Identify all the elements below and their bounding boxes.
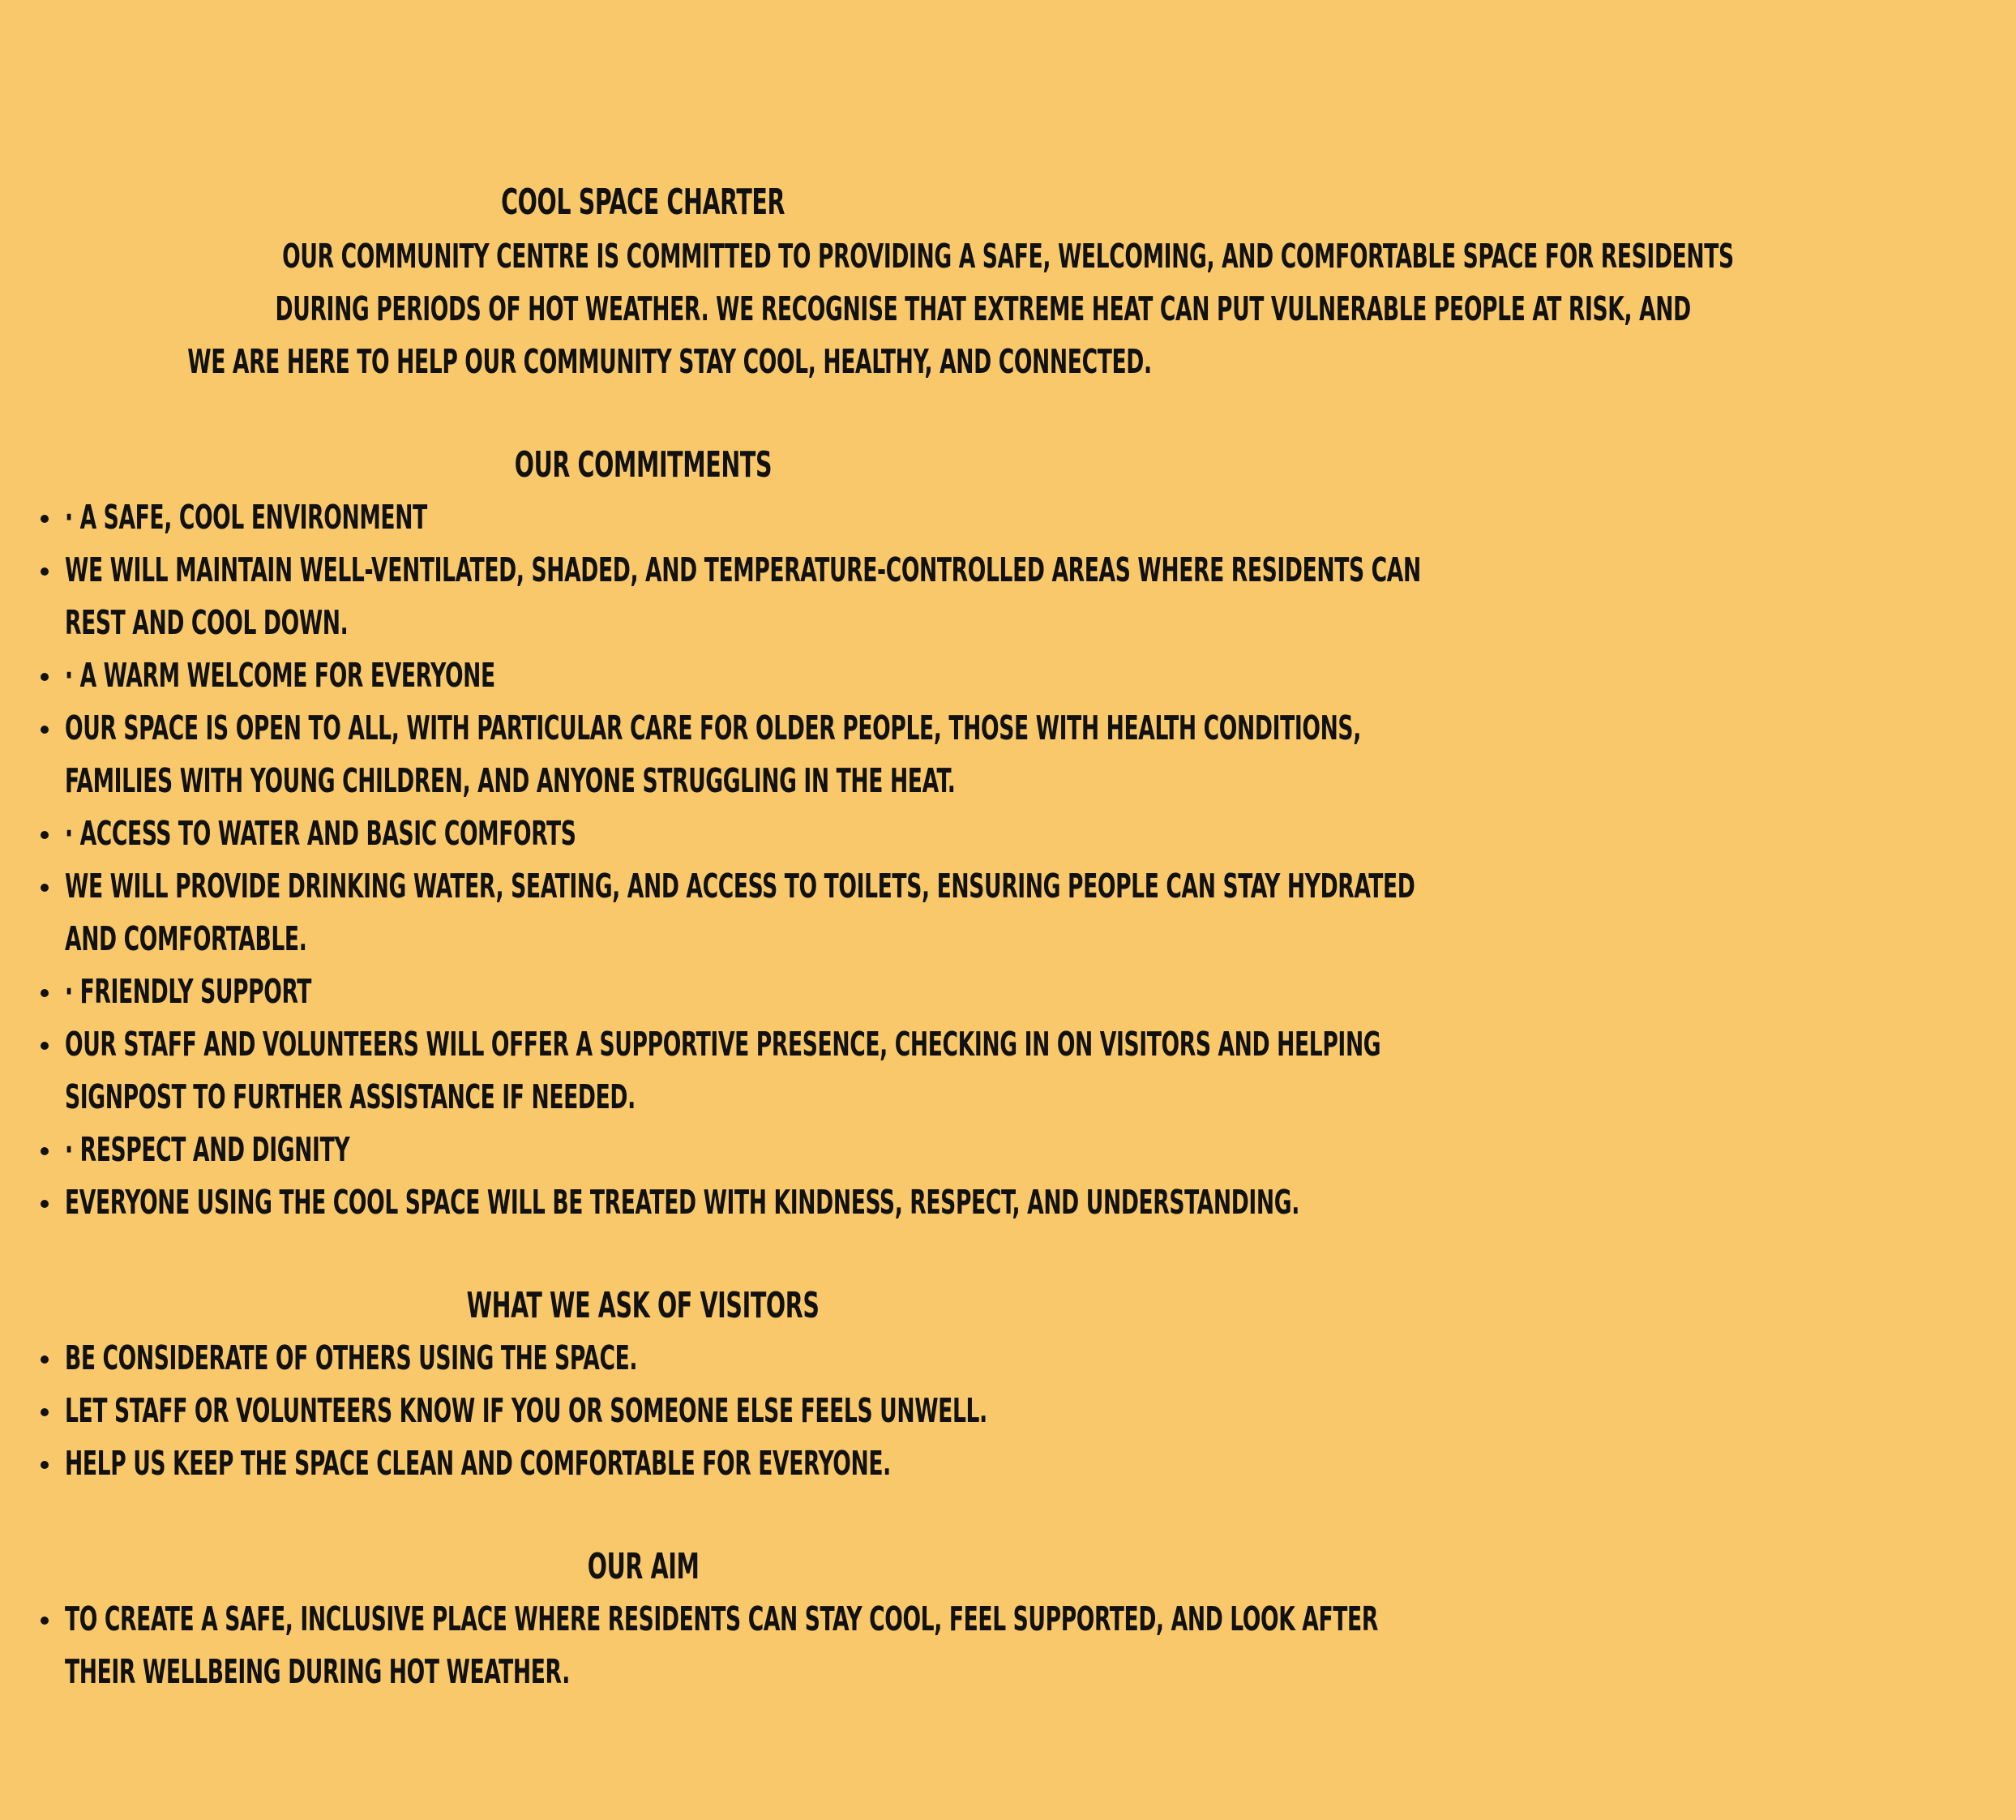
list-item: [36, 1176, 1299, 1229]
page-title: COOL SPACE CHARTER: [501, 182, 785, 223]
page-title-row: [0, 178, 1286, 227]
section-heading: OUR COMMITMENTS: [514, 444, 773, 486]
list-item-text: HELP US KEEP THE SPACE CLEAN AND COMFORTABLE FOR EVERYONE.: [65, 1444, 891, 1483]
list-item: [36, 1018, 1381, 1124]
list-item-text: · FRIENDLY SUPPORT: [65, 972, 311, 1011]
list-item-text: LET STAFF OR VOLUNTEERS KNOW IF YOU OR SOMEONE ELSE FEELS UNWELL.: [65, 1391, 987, 1430]
list-item-text: · A WARM WELCOME FOR EVERYONE: [65, 656, 495, 695]
list-item: [36, 1437, 1286, 1490]
section-heading: WHAT WE ASK OF VISITORS: [467, 1285, 820, 1326]
list-item-text: EVERYONE USING THE COOL SPACE WILL BE TREATED WITH KINDNESS, RESPECT, AND UNDERSTANDING.: [65, 1183, 1299, 1222]
section-visitors: [0, 1279, 1286, 1490]
list-item-text: AND COMFORTABLE.: [65, 919, 307, 958]
list-item: [36, 702, 1361, 807]
list-item-text: OUR SPACE IS OPEN TO ALL, WITH PARTICULAR CARE FOR OLDER PEOPLE, THOSE WITH HEALTH CONDITIONS,: [65, 709, 1361, 747]
list-item: [36, 1332, 1286, 1385]
intro-paragraph: [0, 230, 1734, 388]
list-item: [36, 649, 1286, 702]
list-item-text: · A SAFE, COOL ENVIRONMENT: [65, 498, 427, 537]
list-item-text: BE CONSIDERATE OF OTHERS USING THE SPACE.: [65, 1338, 638, 1377]
intro-line-text: OUR COMMUNITY CENTRE IS COMMITTED TO PROVIDING A SAFE, WELCOMING, AND COMFORTABLE SPACE FOR RESIDENTS: [282, 237, 1734, 276]
visitors-list: [0, 1332, 1286, 1490]
section-heading-row: [0, 1279, 1286, 1332]
list-item-text: OUR STAFF AND VOLUNTEERS WILL OFFER A SUPPORTIVE PRESENCE, CHECKING IN ON VISITORS AND HELPING: [65, 1025, 1381, 1064]
list-item-text: REST AND COOL DOWN.: [65, 603, 349, 642]
list-item-text: SIGNPOST TO FURTHER ASSISTANCE IF NEEDED.: [65, 1077, 636, 1116]
list-item: [36, 1385, 1286, 1437]
list-item-text: WE WILL PROVIDE DRINKING WATER, SEATING, AND ACCESS TO TOILETS, ENSURING PEOPLE CAN STAY HYDRATED: [65, 867, 1415, 906]
list-item-text: WE WILL MAINTAIN WELL-VENTILATED, SHADED, AND TEMPERATURE-CONTROLLED AREAS WHERE RESIDENTS CAN: [65, 550, 1421, 589]
section-aim: [0, 1540, 1378, 1698]
intro-line-text: WE ARE HERE TO HELP OUR COMMUNITY STAY COOL, HEALTHY, AND CONNECTED.: [187, 342, 1152, 381]
list-item-text: FAMILIES WITH YOUNG CHILDREN, AND ANYONE STRUGGLING IN THE HEAT.: [65, 761, 956, 800]
intro-line: [0, 230, 1734, 283]
list-item-text: THEIR WELLBEING DURING HOT WEATHER.: [65, 1652, 570, 1691]
intro-line-text: DURING PERIODS OF HOT WEATHER. WE RECOGNISE THAT EXTREME HEAT CAN PUT VULNERABLE PEOPLE AT RISK, AND: [275, 289, 1691, 328]
intro-line: [0, 336, 1286, 388]
list-item: [36, 491, 1286, 544]
list-item-text: · ACCESS TO WATER AND BASIC COMFORTS: [65, 814, 576, 853]
section-heading-row: [0, 1540, 1286, 1593]
section-heading-row: [0, 439, 1286, 491]
commitments-list: [0, 491, 1421, 1229]
list-item: [36, 860, 1415, 966]
list-item: [36, 1593, 1378, 1698]
intro-line: [0, 283, 1691, 336]
section-heading: OUR AIM: [587, 1546, 700, 1587]
aim-list: [0, 1593, 1378, 1698]
list-item-text: · RESPECT AND DIGNITY: [65, 1130, 350, 1169]
section-commitments: [0, 439, 1421, 1229]
list-item: [36, 544, 1421, 649]
list-item-text: TO CREATE A SAFE, INCLUSIVE PLACE WHERE RESIDENTS CAN STAY COOL, FEEL SUPPORTED, AND LOOK AFTER: [65, 1599, 1378, 1638]
list-item: [36, 1124, 1286, 1176]
list-item: [36, 966, 1286, 1018]
list-item: [36, 807, 1286, 860]
